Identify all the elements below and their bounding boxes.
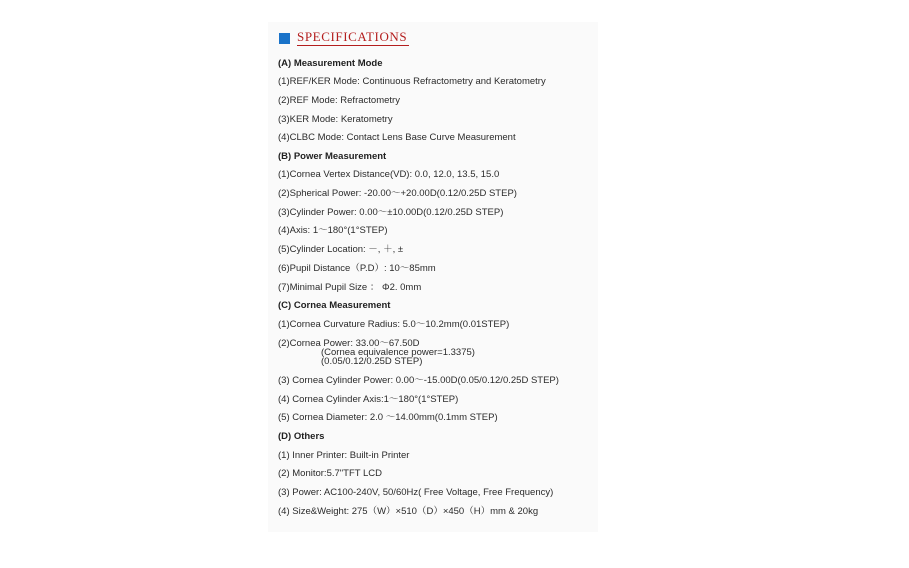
- section-title-others: (D) Others: [278, 431, 325, 442]
- page-title: SPECIFICATIONS: [297, 29, 408, 44]
- spec-item: (3) Power: AC100-240V, 50/60Hz( Free Voltage, Free Frequency): [278, 487, 554, 498]
- spec-item: (6)Pupil Distance（P.D）: 10～85mm: [278, 263, 436, 274]
- spec-item: (3) Cornea Cylinder Power: 0.00～-15.00D(0.05/0.12/0.25D STEP): [278, 375, 559, 386]
- spec-item: (4)Axis: 1～180°(1°STEP): [278, 225, 388, 236]
- spec-item: (5)Cylinder Location: －, ＋, ±: [278, 244, 404, 255]
- spec-item: (7)Minimal Pupil Size ： Φ2. 0mm: [278, 282, 422, 293]
- spec-item: (2)Spherical Power: -20.00～+20.00D(0.12/0.25D STEP): [278, 188, 517, 199]
- spec-item: (4) Cornea Cylinder Axis:1～180°(1°STEP): [278, 394, 459, 405]
- section-title-measurement-mode: (A) Measurement Mode: [278, 58, 383, 69]
- spec-item: (1)Cornea Curvature Radius: 5.0～10.2mm(0.01STEP): [278, 319, 510, 330]
- spec-item: (2)Cornea Power: 33.00～67.50D: [278, 338, 420, 349]
- spec-item: (1)REF/KER Mode: Continuous Refractometry and Keratometry: [278, 76, 546, 87]
- spec-item: (5) Cornea Diameter: 2.0 ～14.00mm(0.1mm STEP): [278, 412, 498, 423]
- spec-item: (4)CLBC Mode: Contact Lens Base Curve Measurement: [278, 132, 516, 143]
- spec-item: (2) Monitor:5.7"TFT LCD: [278, 468, 383, 479]
- spec-item: (1) Inner Printer: Built-in Printer: [278, 450, 410, 461]
- blue-square-icon: [279, 33, 290, 44]
- spec-subline: (0.05/0.12/0.25D STEP): [321, 356, 423, 367]
- spec-item: (3)KER Mode: Keratometry: [278, 114, 393, 125]
- section-title-power-measurement: (B) Power Measurement: [278, 151, 387, 162]
- spec-item: (4) Size&Weight: 275（W）×510（D）×450（H）mm & 20kg: [278, 506, 539, 517]
- spec-subline: (Cornea equivalence power=1.3375): [321, 347, 475, 358]
- spec-item: (2)REF Mode: Refractometry: [278, 95, 400, 106]
- section-title-cornea-measurement: (C) Cornea Measurement: [278, 300, 391, 311]
- spec-item: (3)Cylinder Power: 0.00～±10.00D(0.12/0.25D STEP): [278, 207, 504, 218]
- spec-item: (1)Cornea Vertex Distance(VD): 0.0, 12.0, 13.5, 15.0: [278, 169, 500, 180]
- specifications-header: [279, 29, 409, 46]
